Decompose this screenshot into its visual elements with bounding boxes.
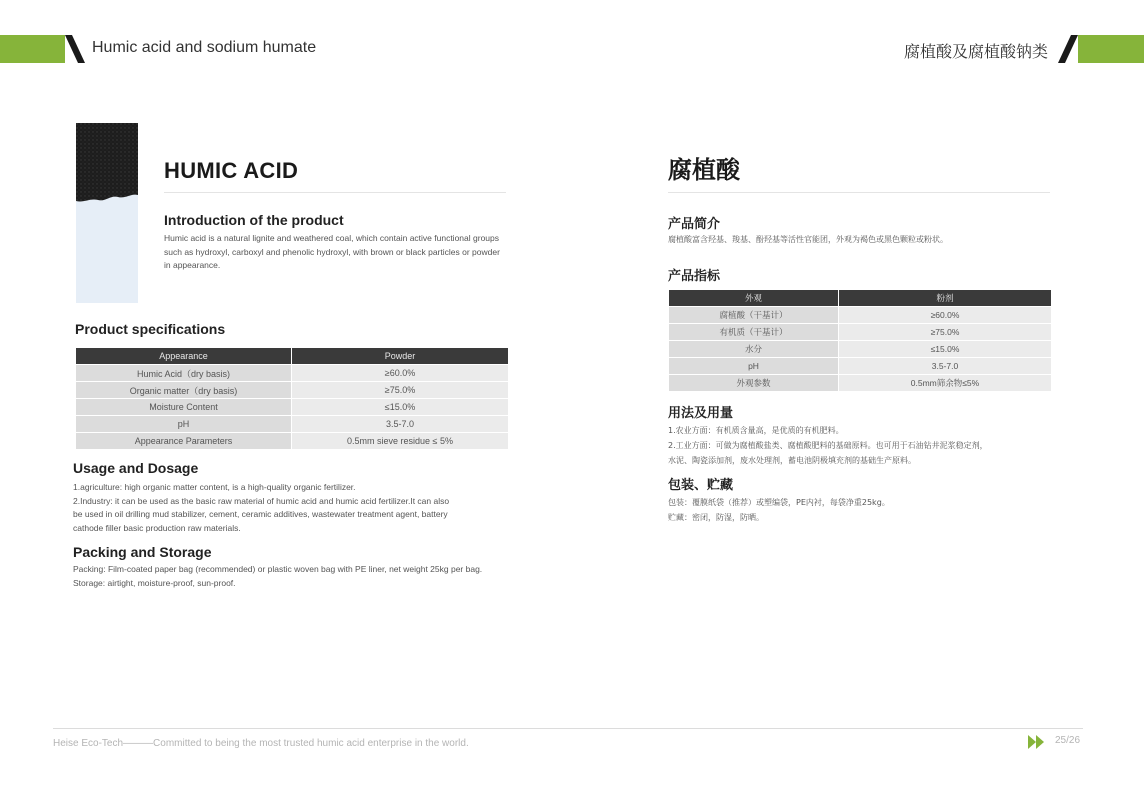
packing-line: Storage: airtight, moisture-proof, sun-proof. [73,577,236,588]
usage-line: 2.工业方面：可做为腐植酸盐类、腐植酸肥料的基础原料。也可用于石油钻井泥浆稳定剂， [668,441,988,450]
table-cell: ≥75.0% [292,382,509,399]
product-image [76,123,138,303]
table-cell: ≤15.0% [292,399,509,416]
table-cell: 外观参数 [669,375,839,392]
intro-heading-cn: 产品简介 [668,217,721,232]
header-accent-bar-right [1078,35,1144,63]
packing-line: Packing: Film-coated paper bag (recommended) or plastic woven bag with PE liner, net weight 25kg per bag. [73,564,483,574]
packing-line: 贮藏：密闭，防湿，防晒。 [668,513,764,522]
table-header-row [76,348,509,365]
usage-text-en [73,481,513,535]
intro-text-en [164,232,514,273]
table-row [76,382,509,399]
table-row [76,365,509,382]
humic-powder-image [76,123,138,303]
table-row [76,399,509,416]
table-cell: ≥60.0% [839,307,1052,324]
page-number: 25/26 [1055,735,1081,746]
table-cell: 3.5-7.0 [839,358,1052,375]
table-cell: 有机质（干基计） [669,324,839,341]
spec-table-cn [668,289,1052,392]
slash-divider-icon [65,35,87,63]
spec-heading-cn: 产品指标 [668,269,721,284]
table-cell: ≥75.0% [839,324,1052,341]
intro-line: in appearance. [164,260,221,270]
double-chevron-right-icon [1028,735,1046,749]
packing-heading-en: Packing and Storage [73,544,212,560]
table-row [669,341,1052,358]
table-row [669,307,1052,324]
usage-heading-en: Usage and Dosage [73,460,199,476]
divider [164,192,506,193]
table-row [669,324,1052,341]
intro-text-cn: 腐植酸富含羟基、羧基、酚羟基等活性官能团，外观为褐色或黑色颗粒或粉状。 [668,235,948,244]
footer-divider [53,728,1083,729]
table-header-cell: Powder [292,348,509,365]
table-cell: 0.5mm sieve residue ≤ 5% [292,433,509,450]
product-title-cn: 腐植酸 [668,156,740,184]
table-header-cell: 粉剂 [839,290,1052,307]
table-cell: 3.5-7.0 [292,416,509,433]
divider [668,192,1050,193]
packing-heading-cn: 包装、贮藏 [668,478,734,493]
usage-line: cathode filler basic production raw materials. [73,522,241,533]
intro-line: such as hydroxyl, carboxyl and phenolic hydroxyl, with brown or black particles or powder [164,246,500,257]
table-header-row [669,290,1052,307]
usage-line: 2.Industry: it can be used as the basic raw material of humic acid and humic acid fertilizer.It can also [73,495,450,506]
header-title-cn: 腐植酸及腐植酸钠类 [903,42,1048,61]
packing-text-cn [668,495,1068,525]
usage-text-cn [668,423,1068,468]
packing-line: 包装：覆膜纸袋（推荐）或塑编袋，PE内衬，每袋净重25kg。 [668,498,890,507]
slash-divider-icon [1058,35,1080,63]
table-cell: pH [669,358,839,375]
spec-heading-en: Product specifications [75,321,226,337]
footer-tagline: Heise Eco-Tech———Committed to being the most trusted humic acid enterprise in the world. [53,738,469,749]
usage-line: 1.agriculture: high organic matter content, is a high-quality organic fertilizer. [73,482,356,492]
table-header-cell: Appearance [76,348,292,365]
usage-line: 水泥、陶瓷添加剂，废水处理剂，蓄电池阴极填充剂的基础生产原料。 [668,456,916,465]
table-cell: ≥60.0% [292,365,509,382]
intro-heading-en: Introduction of the product [164,212,344,228]
table-cell: pH [76,416,292,433]
table-header-cell: 外观 [669,290,839,307]
table-cell: ≤15.0% [839,341,1052,358]
table-row [669,358,1052,375]
table-row [669,375,1052,392]
table-row [76,433,509,450]
packing-text-en [73,563,518,590]
header-title-en: Humic acid and sodium humate [92,39,317,56]
product-title-en: HUMIC ACID [164,158,299,183]
table-cell: Moisture Content [76,399,292,416]
usage-line: be used in oil drilling mud stabilizer, cement, ceramic additives, wastewater treatment agent, battery [73,509,448,519]
header-accent-bar-left [0,35,65,63]
table-cell: Organic matter（dry basis) [76,382,292,399]
table-cell: Humic Acid（dry basis) [76,365,292,382]
table-cell: 水分 [669,341,839,358]
usage-line: 1.农业方面：有机质含量高，是优质的有机肥料。 [668,426,844,435]
spec-table-en [75,347,509,450]
intro-line: Humic acid is a natural lignite and weathered coal, which contain active functional groups [164,233,499,243]
table-cell: Appearance Parameters [76,433,292,450]
table-cell: 腐植酸（干基计） [669,307,839,324]
table-cell: 0.5mm筛余物≤5% [839,375,1052,392]
usage-heading-cn: 用法及用量 [668,406,734,421]
table-row [76,416,509,433]
